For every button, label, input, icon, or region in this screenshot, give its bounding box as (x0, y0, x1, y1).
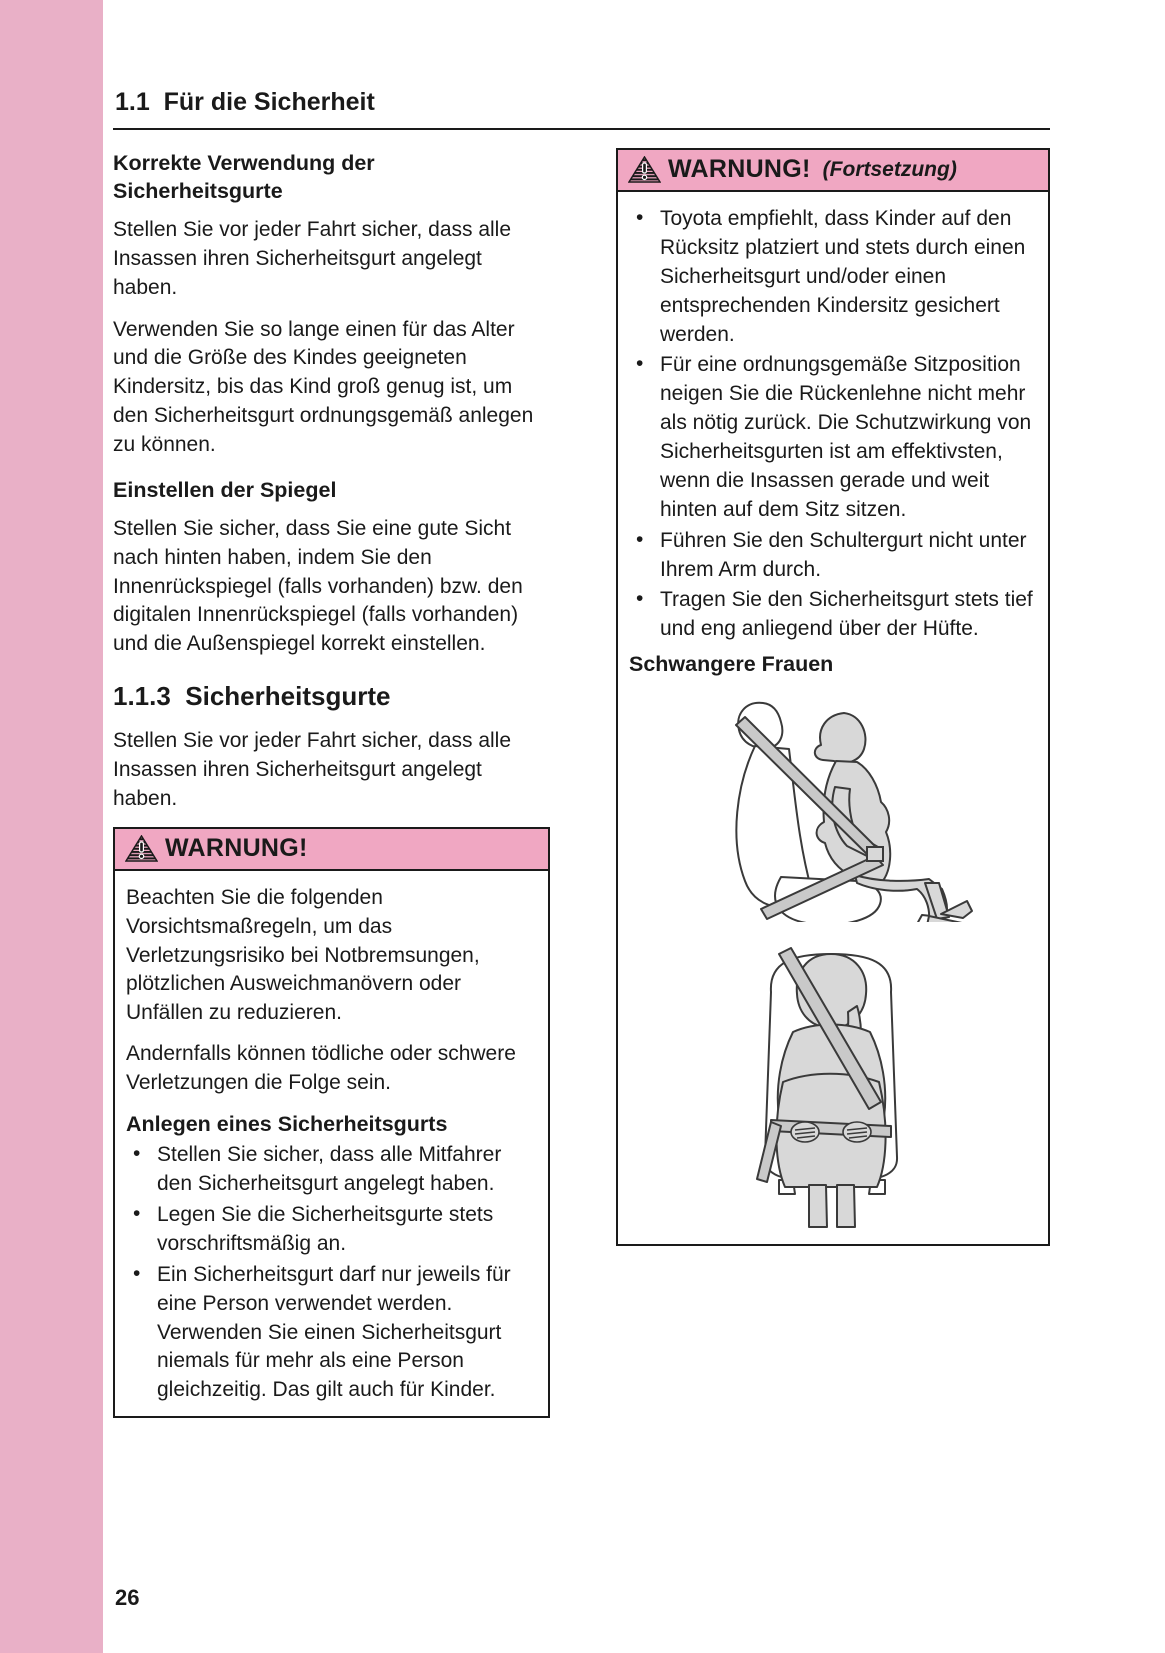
warning-box (113, 827, 550, 1418)
warning-paragraph: Andernfalls können tödliche oder schwere Verletzungen die Folge sein. (126, 1042, 516, 1095)
warning-title: WARNUNG! (668, 155, 811, 183)
section-heading-sicherheitsgurte: 1.1.3 Sicherheitsgurte (113, 681, 391, 712)
warning-box-header (115, 829, 548, 871)
warning-bullet-list (629, 205, 1039, 644)
warning-subheading-schwangere-frauen: Schwangere Frauen (629, 652, 834, 677)
left-column (113, 148, 550, 1418)
warning-box-body (618, 192, 1048, 1244)
section-heading-einstellen-der-spiegel: Einstellen der Spiegel (113, 477, 337, 502)
warning-continuation-label: (Fortsetzung) (822, 157, 957, 181)
illustration-pregnant-woman-side-view (679, 689, 989, 922)
warning-bullet-item: • Für eine ordnungsgemäße Sitzposition neigen Sie die Rückenlehne nicht mehr als nötig zurück. Die Schutzwirkung von Sicherheitsgurten ist am effektivsten, wenn die Insassen gerade und weit hinten auf dem Sitz sitzen. (629, 351, 1039, 524)
paragraph: Stellen Sie sicher, dass Sie eine gute Sicht nach hinten haben, indem Sie den Innenrückspiegel (falls vorhanden) bzw. den digitalen Innenrückspiegel (falls vorhanden) und die Außenspiegel korrekt einstellen. (113, 516, 523, 656)
warning-bullet-item: • Toyota empfiehlt, dass Kinder auf den Rücksitz platziert und stets durch einen Sicherheitsgurt und/oder einen entsprechenden Kindersitz gesichert werden. (629, 205, 1039, 349)
warning-bullet-item: • Legen Sie die Sicherheitsgurte stets vorschriftsmäßig an. (126, 1201, 539, 1259)
right-column (616, 148, 1050, 1418)
illustration-pregnant-woman-front-view (709, 932, 959, 1229)
chapter-header: 1.1 Für die Sicherheit (113, 88, 1050, 130)
page-edge-stripe (0, 0, 103, 1653)
warning-bullet-item: • Stellen Sie sicher, dass alle Mitfahrer den Sicherheitsgurt angelegt haben. (126, 1141, 539, 1199)
warning-triangle-icon (628, 156, 661, 183)
warning-bullet-list (126, 1141, 539, 1405)
manual-page-content (113, 88, 1050, 1418)
warning-bullet-item: • Ein Sicherheitsgurt darf nur jeweils für eine Person verwendet werden. Verwenden Sie einen Sicherheitsgurt niemals für mehr als eine Person gleichzeitig. Das gilt auch für Kinder. (126, 1261, 539, 1405)
section-heading-korrekte-verwendung: Korrekte Verwendung der Sicherheitsgurte (113, 151, 375, 203)
paragraph: Stellen Sie vor jeder Fahrt sicher, dass alle Insassen ihren Sicherheitsgurt angelegt haben. (113, 729, 512, 810)
warning-paragraph: Beachten Sie die folgenden Vorsichtsmaßregeln, um das Verletzungsrisiko bei Notbremsungen, plötzlichen Ausweichmanövern oder Unfällen zu reduzieren. (126, 885, 480, 1025)
warning-subheading-anlegen: Anlegen eines Sicherheitsgurts (126, 1111, 448, 1136)
two-column-layout (113, 148, 1050, 1418)
warning-box-continuation (616, 148, 1050, 1246)
paragraph: Stellen Sie vor jeder Fahrt sicher, dass alle Insassen ihren Sicherheitsgurt angelegt haben. (113, 217, 512, 299)
warning-box-body (115, 871, 548, 1416)
warning-bullet-item: • Tragen Sie den Sicherheitsgurt stets tief und eng anliegend über der Hüfte. (629, 586, 1039, 644)
paragraph: Verwenden Sie so lange einen für das Alter und die Größe des Kindes geeigneten Kindersitz, bis das Kind groß genug ist, um den Sicherheitsgurt ordnungsgemäß anlegen zu können. (113, 317, 534, 456)
warning-title: WARNUNG! (165, 833, 308, 862)
page-number: 26 (115, 1585, 140, 1610)
warning-triangle-icon (125, 835, 158, 862)
warning-box-header (618, 150, 1048, 192)
warning-bullet-item: • Führen Sie den Schultergurt nicht unter Ihrem Arm durch. (629, 527, 1039, 585)
